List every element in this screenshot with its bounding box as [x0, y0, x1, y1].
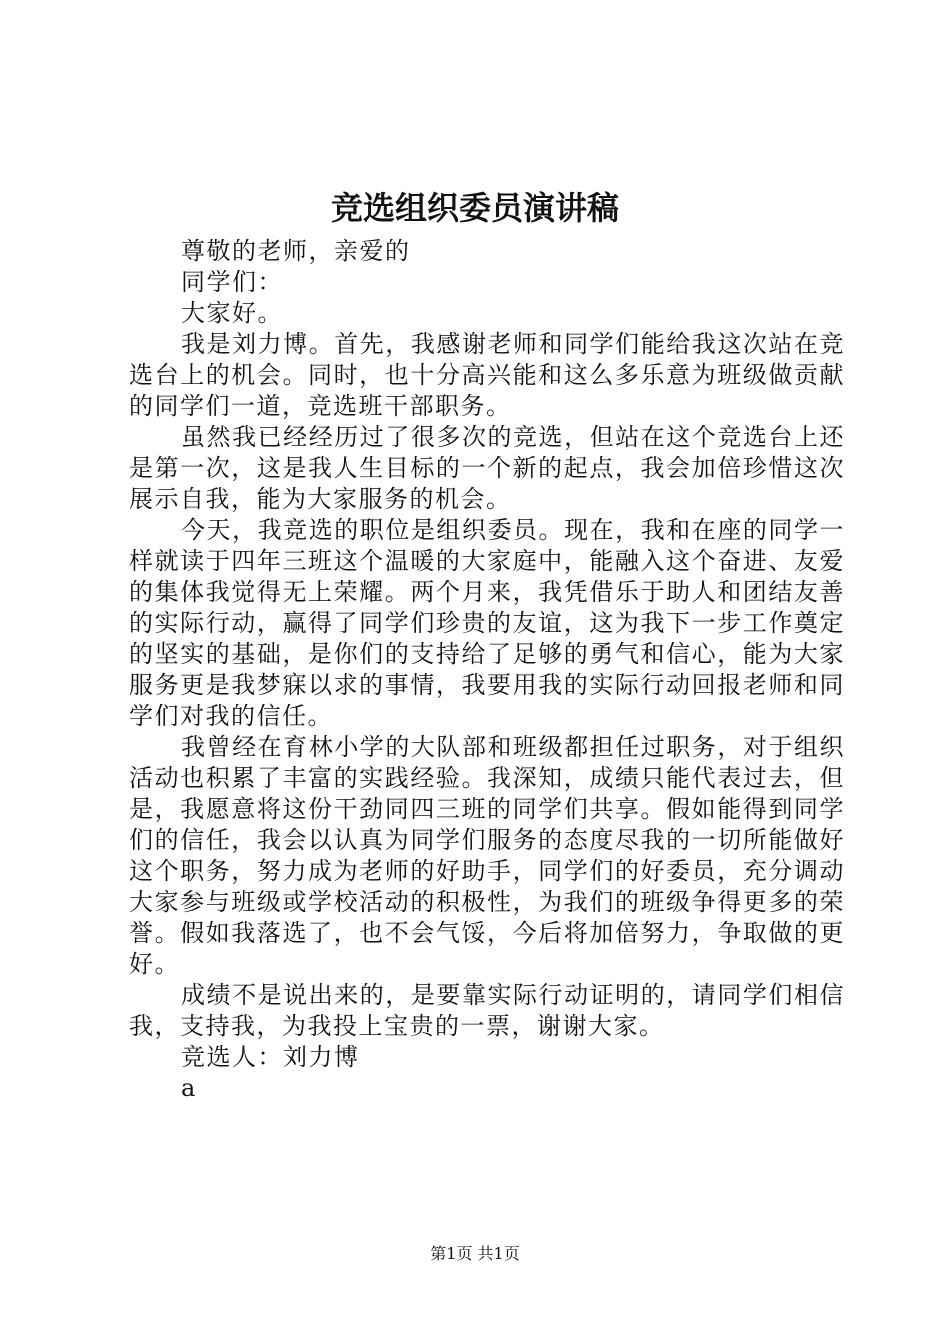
paragraph: 虽然我已经经历过了很多次的竞选，但站在这个竞选台上还是第一次，这是我人生目标的一个新的起点，我会加倍珍惜这次展示自我，能为大家服务的机会。 [129, 423, 845, 513]
signature-line: 竞选人：刘力博 [181, 1043, 360, 1071]
salutation-line-1: 尊敬的老师，亲爱的 [181, 237, 411, 265]
greeting: 大家好。 [181, 299, 283, 327]
paragraph: 我是刘力博。首先，我感谢老师和同学们能给我这次站在竞选台上的机会。同时，也十分高兴能和这么多乐意为班级做贡献的同学们一道，竞选班干部职务。 [129, 330, 845, 420]
trailing-character: a [181, 1074, 197, 1102]
paragraph: 我曾经在育林小学的大队部和班级都担任过职务，对于组织活动也积累了丰富的实践经验。我深知，成绩只能代表过去，但是，我愿意将这份干劲同四三班的同学们共享。假如能得到同学们的信任，我会以认真为同学们服务的态度尽我的一切所能做好这个职务，努力成为老师的好助手，同学们的好委员，充分调动大家参与班级或学校活动的积极性，为我们的班级争得更多的荣誉。假如我落选了，也不会气馁，今后将加倍努力，争取做的更好。 [129, 733, 845, 978]
salutation-line-2: 同学们： [181, 268, 283, 296]
paragraph: 成绩不是说出来的，是要靠实际行动证明的，请同学们相信我，支持我，为我投上宝贵的一票，谢谢大家。 [129, 981, 845, 1040]
document-body [129, 236, 845, 1104]
paragraph: 今天，我竞选的职位是组织委员。现在，我和在座的同学一样就读于四年三班这个温暖的大家庭中，能融入这个奋进、友爱的集体我觉得无上荣耀。两个月来，我凭借乐于助人和团结友善的实际行动，赢得了同学们珍贵的友谊，这为我下一步工作奠定的坚实的基础，是你们的支持给了足够的勇气和信心，能为大家服务更是我梦寐以求的事情，我要用我的实际行动回报老师和同学们对我的信任。 [129, 516, 845, 730]
document-title: 竞选组织委员演讲稿 [330, 189, 619, 227]
page-number-footer: 第1页 共1页 [430, 1244, 520, 1263]
